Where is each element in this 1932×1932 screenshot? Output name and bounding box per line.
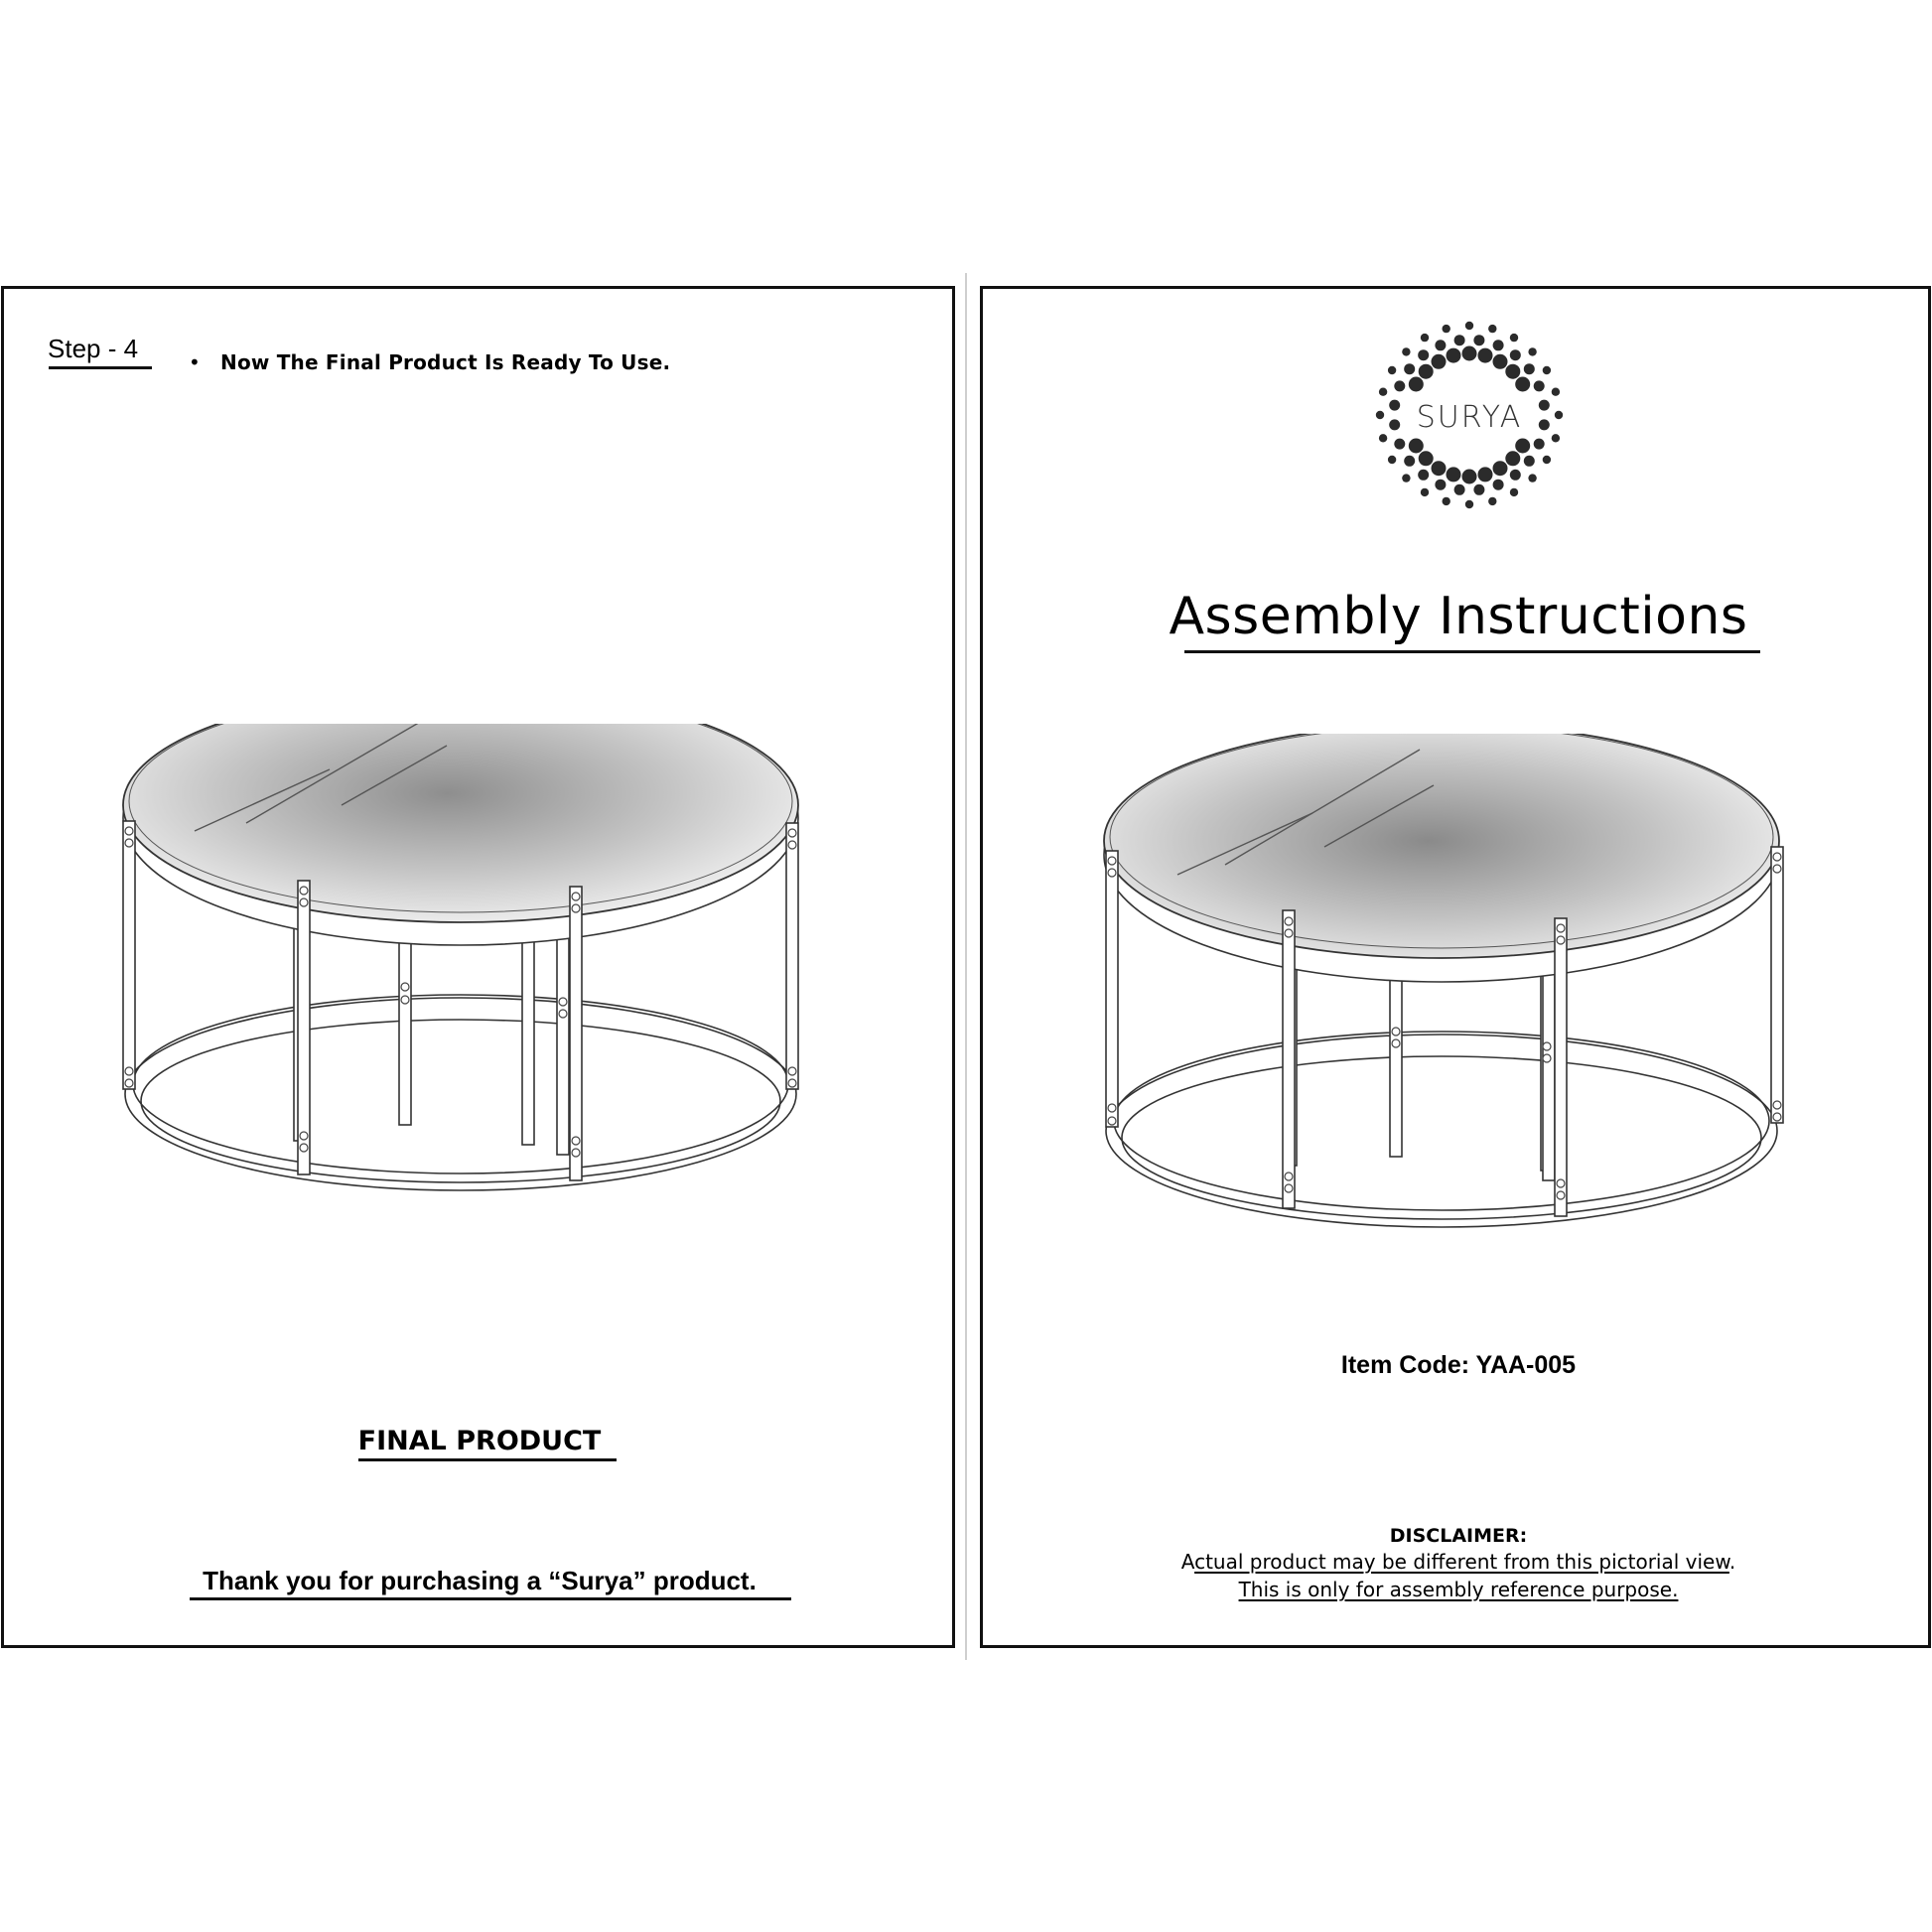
- instruction-text: Now The Final Product Is Ready To Use.: [220, 350, 671, 374]
- logo-text: SURYA: [1416, 400, 1523, 435]
- instruction-item: [189, 350, 670, 374]
- surya-logo: [1367, 313, 1572, 517]
- right-page: [980, 286, 1931, 1648]
- disclaimer-line-1-suffix: .: [1728, 1550, 1736, 1574]
- bullet-icon: •: [189, 350, 201, 374]
- thank-you-underline: [190, 1597, 791, 1600]
- table-cover-illustration: [1094, 734, 1799, 1230]
- thank-you-note: Thank you for purchasing a “Surya” product.: [203, 1566, 757, 1595]
- disclaimer-line-1: [983, 1550, 1932, 1574]
- step-label: Step - 4: [48, 334, 139, 363]
- table-illustration: [113, 724, 818, 1200]
- item-code: Item Code: YAA-005: [1340, 1351, 1577, 1379]
- title-underline: [1184, 650, 1760, 653]
- page-divider: [965, 273, 967, 1660]
- sun-dots-icon: [1367, 313, 1572, 517]
- final-product-caption: FINAL PRODUCT: [357, 1426, 602, 1456]
- disclaimer-line-2-text: This is only for assembly reference purpose.: [1238, 1578, 1679, 1601]
- step-underline: [49, 366, 152, 369]
- disclaimer-line-2: [983, 1578, 1932, 1601]
- disclaimer-heading: DISCLAIMER:: [1389, 1525, 1528, 1547]
- caption-underline: [358, 1458, 617, 1461]
- left-page: [1, 286, 955, 1648]
- document-title: Assembly Instructions: [1169, 587, 1748, 646]
- disclaimer-line-1-text: ctual product may be different from this pictorial view: [1194, 1550, 1729, 1574]
- disclaimer-line-1-prefix: A: [1180, 1550, 1195, 1574]
